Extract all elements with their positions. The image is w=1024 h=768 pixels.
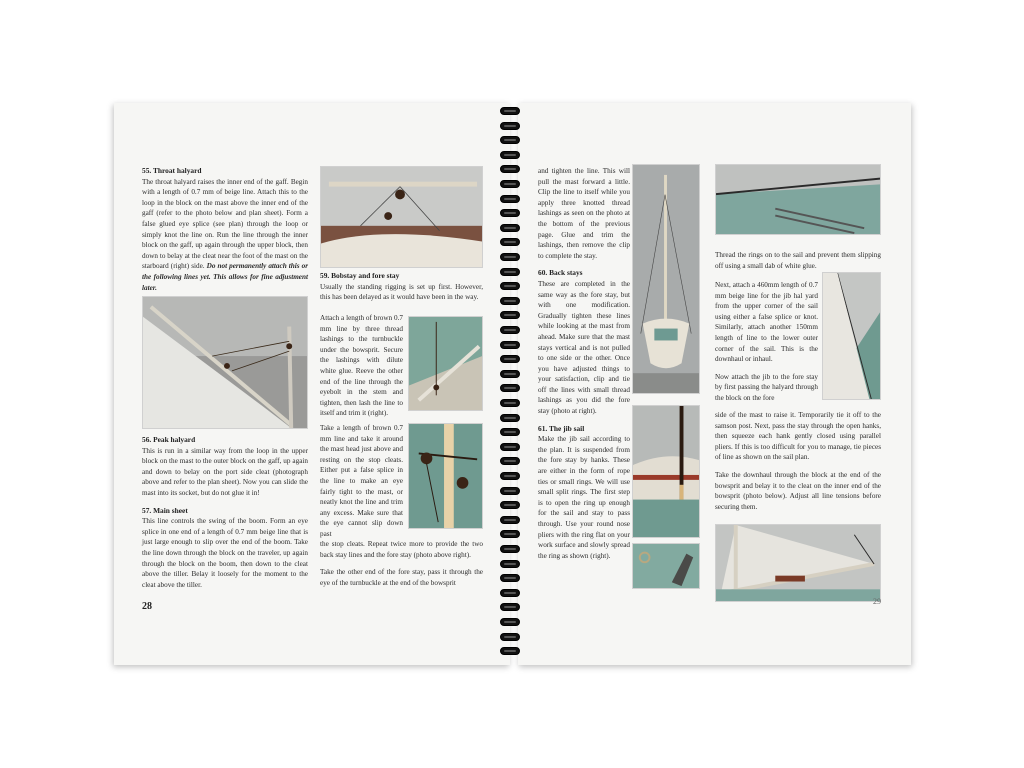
photo-mast-vertical — [632, 164, 700, 394]
binding-coil — [500, 457, 520, 465]
photo-jib-rings — [715, 164, 881, 235]
binding-coil — [500, 268, 520, 276]
left-col2-para3 — [320, 423, 403, 540]
page-number: 29 — [873, 597, 881, 606]
binding-coil — [500, 165, 520, 173]
binding-coil — [500, 545, 520, 553]
binding-coil — [500, 253, 520, 261]
binding-coil — [500, 487, 520, 495]
photo-bowsprit-turnbuckle — [408, 316, 483, 411]
section-body: This line controls the swing of the boom. Form an eye splice in one end of a length of 0.7 mm beige line that is just large enough to slip over the end of the boom. Take the line down through the block on the traveler, up again through the block on the boom, then down to the cleat above the tiller. Belay it loosely for the moment to the cleat above the tiller. — [142, 517, 308, 589]
binding-coil — [500, 355, 520, 363]
emphasis-note: Do not permanently attach this or the following lines yet. This allows for fine adjustment later. — [142, 262, 308, 292]
binding-coil — [500, 589, 520, 597]
binding-coil — [500, 574, 520, 582]
photo-gaff-rigging — [142, 296, 308, 429]
section-body: Now attach the jib to the fore stay by first passing the halyard through the block on the fore — [715, 372, 818, 402]
section-heading: 59. Bobstay and fore stay — [320, 271, 400, 280]
binding-coil — [500, 122, 520, 130]
section-body: Take a length of brown 0.7 mm line and take it around the mast head just above and resting on the stop cleats. Either put a false splice in the line to make an eye fairly tight to the mast, or neatly knot the line and trim any excess. Make sure that the eye cannot slip down past — [320, 424, 403, 538]
binding-coil — [500, 633, 520, 641]
section-body: the stop cleats. Repeat twice more to provide the two back stay lines and the fore stay (photo above right). — [320, 540, 483, 559]
section-body: This is run in a similar way from the loop in the upper block on the mast to the outer block on the gaff, up again and down to belay on the port side cleat (photograph above and refer to the plan sheet). Now you can slide the mast into its socket, but do not glue it in! — [142, 446, 308, 497]
binding-coil — [500, 341, 520, 349]
binding-coil — [500, 370, 520, 378]
binding-coil — [500, 472, 520, 480]
section-body: Usually the standing rigging is set up first. However, this has been delayed as it would have been in the way. — [320, 282, 483, 302]
binding-coil — [500, 647, 520, 655]
section-body: Next, attach a 460mm length of 0.7 mm beige line for the jib hal yard from the upper corner of the sail using either a false splice or knot. Similarly, attach another 150mm length of line to the lower outer corner of the sail. This is the downhaul or inhaul. — [715, 281, 818, 364]
binding-coil — [500, 151, 520, 159]
binding-coil — [500, 530, 520, 538]
section-body: Attach a length of brown 0.7 mm line by three thread lashings to the turnbuckle under the bowsprit. Secure the lashings with dilute white glue. Reeve the other end of the line through the eyebolt in the stem and tighten, then lash the line to itself and trim it (right). — [320, 314, 403, 418]
binding-coil — [500, 501, 520, 509]
photo-jib-corner — [822, 272, 881, 400]
binding-coil — [500, 238, 520, 246]
left-col2-para2 — [320, 313, 403, 419]
section-body: Take the other end of the fore stay, pass it through the eye of the turnbuckle at the end of the bowsprit — [320, 568, 483, 587]
binding-coil — [500, 384, 520, 392]
binding-coil — [500, 603, 520, 611]
binding-coil — [500, 195, 520, 203]
right-col3-para2 — [715, 280, 818, 404]
photo-mast-head — [408, 423, 483, 529]
binding-coil — [500, 224, 520, 232]
section-heading: 57. Main sheet — [142, 505, 188, 515]
left-col1-bottom — [142, 435, 308, 590]
right-col3-para1 — [715, 250, 881, 271]
section-body: Take the downhaul through the block at the end of the bowsprit and belay it to the cleat on the inner end of the bowsprit (photo below). Adjust all line tensions before securing them. — [715, 470, 881, 511]
section-body: Make the jib sail according to the plan. It is suspended from the fore stay by hanks. These are either in the form of rope ties or small rings. We will use small split rings. The first step is to open the ring up enough for the sail and stay to pass through. Use your round nose pliers with the ring flat on your work surface and slowly spread the ring as shown (right). — [538, 435, 630, 560]
binding-coil — [500, 107, 520, 115]
section-heading: 60. Back stays — [538, 268, 583, 278]
right-col3-para4 — [715, 410, 881, 512]
right-col1 — [538, 166, 630, 561]
binding-coil — [500, 180, 520, 188]
binding-coil — [500, 282, 520, 290]
photo-bowsprit-downhaul — [715, 524, 881, 602]
spiral-binding — [497, 103, 523, 665]
left-col2-para4 — [320, 539, 483, 588]
section-body: The throat halyard raises the inner end of the gaff. Begin with a length of 0.7 mm of beige line. Attach this to the loop in the block on the mast above the inner end of the gaff (refer to the photo below and plan sheet). Form a false glued eye splice (see plan) through the loop or simply knot the line on. Run the line through the inner block on the gaff, up again through the upper block, then down to belay at the cleat near the foot of the mast on the starboard (right) side. — [142, 177, 308, 271]
binding-coil — [500, 136, 520, 144]
binding-coil — [500, 209, 520, 217]
binding-coil — [500, 311, 520, 319]
binding-coil — [500, 428, 520, 436]
section-body: side of the mast to raise it. Temporarily tie it off to the samson post. Next, pass the stay through the open hanks, then squeeze each hank gently closed using parallel pliers. If this is too difficult for you to manage, tie pieces of line as shown on the sail plan. — [715, 411, 881, 462]
section-body: and tighten the line. This will pull the mast forward a little. Clip the line to itself while you apply three knotted thread lashings as seen on the photo at the bottom of the previous page. Glue and trim the lashings, then remove the clip to complete the stay. — [538, 167, 630, 260]
section-body: These are completed in the same way as the fore stay, but with one modification. Gradually tighten these lines while looking at the mast from ahead. Make sure that the mast stays vertical and is not pulled to one side or the other. Once you have adjusted things to your satisfaction, clip and tie off the lines with small thread lashings as you did the fore stay (photo at right). — [538, 279, 630, 416]
section-heading: 61. The jib sail — [538, 423, 585, 433]
left-page — [114, 103, 510, 665]
right-page — [518, 103, 911, 665]
section-heading: 56. Peak halyard — [142, 435, 196, 444]
binding-coil — [500, 560, 520, 568]
binding-coil — [500, 297, 520, 305]
photo-split-ring — [632, 543, 700, 589]
page-number: 28 — [142, 601, 152, 612]
binding-coil — [500, 326, 520, 334]
binding-coil — [500, 414, 520, 422]
left-col2-intro — [320, 271, 483, 303]
binding-coil — [500, 516, 520, 524]
binding-coil — [500, 399, 520, 407]
section-heading: 55. Throat halyard — [142, 166, 202, 175]
left-col1-top — [142, 166, 308, 293]
section-body: Thread the rings on to the sail and prevent them slipping off using a small dab of white glue. — [715, 251, 881, 270]
photo-boom-block — [320, 166, 483, 268]
photo-back-stays — [632, 405, 700, 538]
binding-coil — [500, 618, 520, 626]
binding-coil — [500, 443, 520, 451]
